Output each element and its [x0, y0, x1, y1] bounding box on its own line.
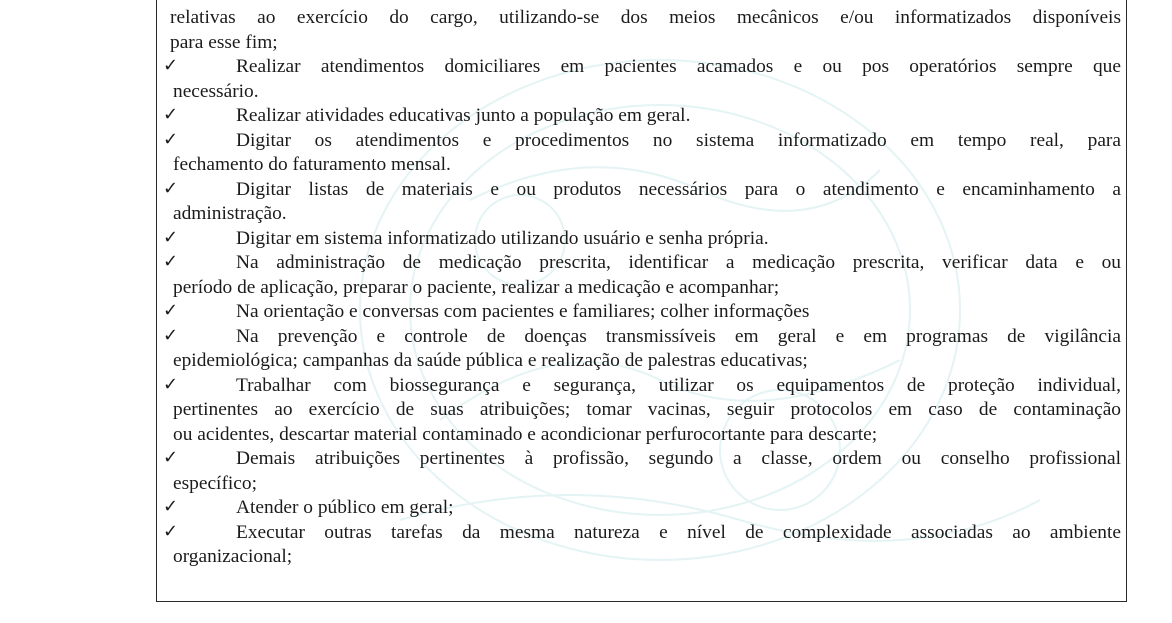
- checkmark-icon: ✓: [163, 177, 179, 199]
- continuation-line: para esse fim;: [170, 31, 278, 53]
- checkmark-icon: ✓: [163, 251, 179, 272]
- checkmark-icon: ✓: [163, 373, 179, 395]
- list-item-text: Demais atribuições pertinentes à profissão, segundo a classe, ordem ou conselho profissional: [236, 448, 1121, 469]
- list-item-continuation: específico;: [173, 472, 257, 494]
- list-item-continuation: epidemiológica; campanhas da saúde pública e realização de palestras educativas;: [173, 350, 808, 371]
- list-item-continuation: fechamento do faturamento mensal.: [173, 154, 451, 175]
- list-item-text: Digitar listas de materiais e ou produtos necessários para o atendimento e encaminhamento a: [236, 178, 1121, 200]
- checkmark-icon: ✓: [163, 496, 179, 517]
- list-item-text: Executar outras tarefas da mesma natureza e nível de complexidade associadas ao ambiente: [236, 521, 1121, 543]
- list-item-continuation: necessário.: [173, 80, 259, 102]
- list-item-text: Realizar atividades educativas junto a população em geral.: [236, 105, 691, 126]
- checkmark-icon: ✓: [163, 226, 179, 248]
- list-item-continuation: organizacional;: [173, 546, 293, 567]
- list-item-text: Na prevenção e controle de doenças transmissíveis em geral e em programas de vigilância: [236, 325, 1121, 347]
- list-item-text: Digitar os atendimentos e procedimentos no sistema informatizado em tempo real, para: [236, 129, 1121, 151]
- list-item-continuation: pertinentes ao exercício de suas atribuições; tomar vacinas, seguir protocolos em caso de contaminação: [173, 399, 1121, 420]
- checkmark-icon: ✓: [163, 447, 179, 468]
- checkmark-icon: ✓: [163, 55, 179, 76]
- list-item-text: Atender o público em geral;: [236, 497, 454, 518]
- continuation-line: relativas ao exercício do cargo, utilizando-se dos meios mecânicos e/ou informatizados disponíveis: [170, 7, 1121, 28]
- list-item-text: Na orientação e conversas com pacientes e familiares; colher informações: [236, 301, 810, 322]
- list-item-continuation: administração.: [173, 203, 287, 224]
- checkmark-icon: ✓: [163, 128, 179, 150]
- list-item-text: Trabalhar com biossegurança e segurança, utilizar os equipamentos de proteção individual,: [236, 374, 1121, 396]
- list-item-text: Realizar atendimentos domiciliares em pacientes acamados e ou pos operatórios sempre que: [236, 56, 1121, 77]
- checkmark-icon: ✓: [163, 520, 179, 542]
- list-item-continuation: período de aplicação, preparar o paciente, realizar a medicação e acompanhar;: [173, 276, 780, 298]
- list-item-continuation: ou acidentes, descartar material contaminado e acondicionar perfurocortante para descarte;: [173, 423, 878, 445]
- list-item-text: Na administração de medicação prescrita, identificar a medicação prescrita, verificar data e ou: [236, 252, 1121, 273]
- checkmark-icon: ✓: [163, 324, 179, 346]
- checkmark-icon: ✓: [163, 104, 179, 125]
- list-item-text: Digitar em sistema informatizado utilizando usuário e senha própria.: [236, 227, 769, 249]
- checkmark-icon: ✓: [163, 300, 179, 321]
